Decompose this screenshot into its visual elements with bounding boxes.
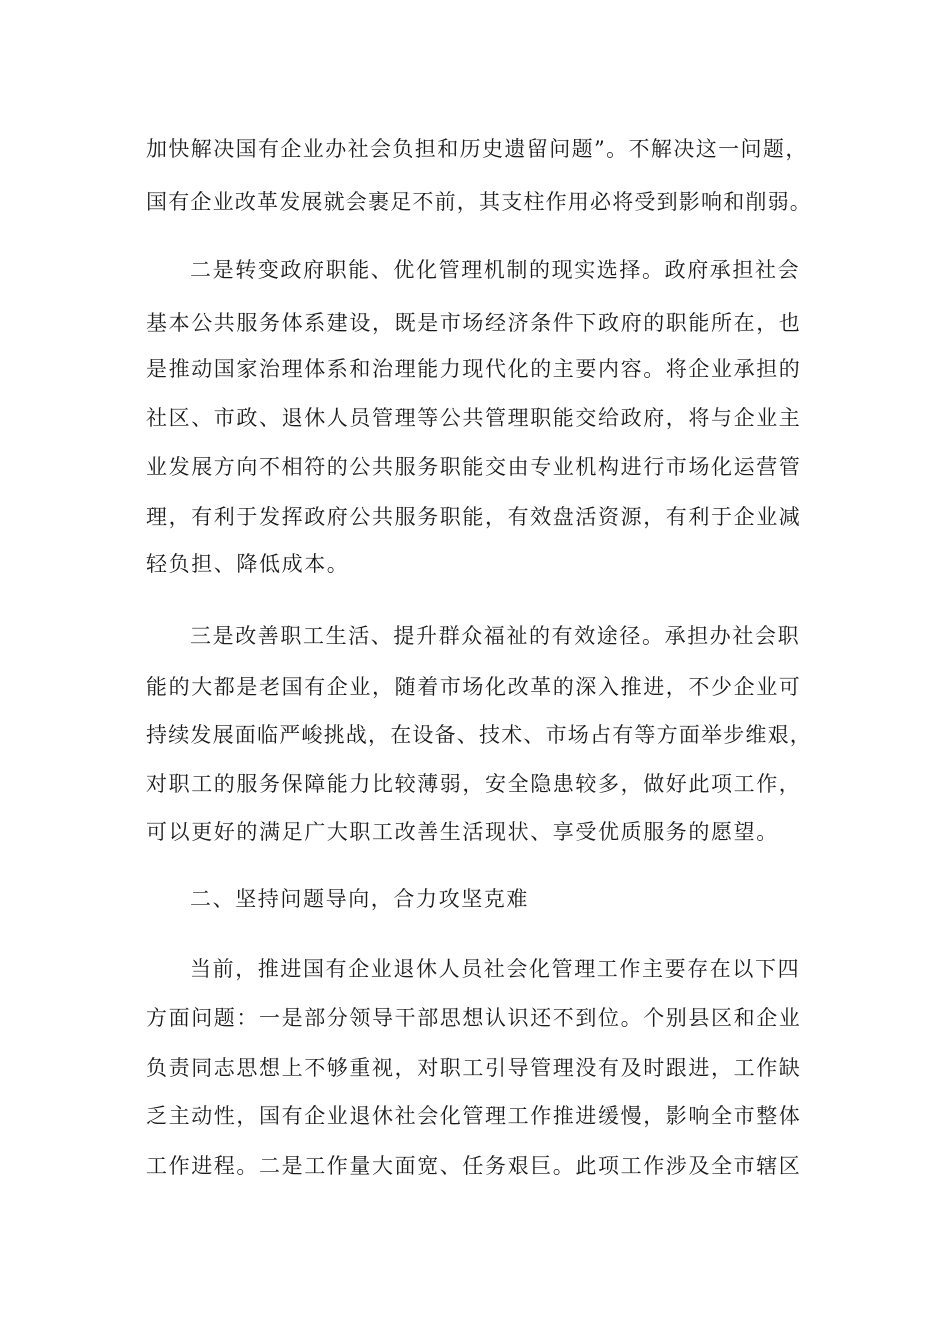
paragraph-first-line: 当前，推进国有企业退休人员社会化管理工作主要存在以下四: [190, 957, 801, 981]
body-text-line: 国有企业改革发展就会裹足不前，其支柱作用必将受到影响和削弱。: [146, 190, 812, 214]
body-text-line: 工作进程。二是工作量大面宽、任务艰巨。此项工作涉及全市辖区: [146, 1154, 802, 1178]
body-text-line: 方面问题：一是部分领导干部思想认识还不到位。个别县区和企业: [146, 1006, 802, 1030]
body-text-line: 能的大都是老国有企业，随着市场化改革的深入推进，不少企业可: [146, 675, 802, 699]
paragraph-first-line: 二是转变政府职能、优化管理机制的现实选择。政府承担社会: [190, 258, 801, 282]
body-text-line: 可以更好的满足广大职工改善生活现状、享受优质服务的愿望。: [146, 820, 779, 844]
body-text-line: 对职工的服务保障能力比较薄弱，安全隐患较多，做好此项工作，: [146, 772, 802, 796]
body-text-line: 轻负担、降低成本。: [146, 552, 350, 576]
body-text-line: 理，有利于发挥政府公共服务职能，有效盘活资源，有利于企业减: [146, 505, 802, 529]
body-text-line: 基本公共服务体系建设，既是市场经济条件下政府的职能所在，也: [146, 311, 802, 335]
paragraph-first-line: 三是改善职工生活、提升群众福祉的有效途径。承担办社会职: [190, 624, 801, 648]
section-heading: 二、坚持问题导向，合力攻坚克难: [190, 887, 529, 911]
body-text-line: 乏主动性，国有企业退休社会化管理工作推进缓慢，影响全市整体: [146, 1104, 802, 1128]
body-text-line: 是推动国家治理体系和治理能力现代化的主要内容。将企业承担的: [146, 357, 802, 381]
body-text-line: 社区、市政、退休人员管理等公共管理职能交给政府，将与企业主: [146, 406, 802, 430]
body-text-line: 业发展方向不相符的公共服务职能交由专业机构进行市场化运营管: [146, 455, 802, 479]
body-text-line: 加快解决国有企业办社会负担和历史遗留问题”。不解决这一问题，: [146, 137, 808, 161]
body-text-line: 持续发展面临严峻挑战，在设备、技术、市场占有等方面举步维艰，: [146, 723, 812, 747]
body-text-line: 负责同志思想上不够重视，对职工引导管理没有及时跟进，工作缺: [146, 1056, 802, 1080]
